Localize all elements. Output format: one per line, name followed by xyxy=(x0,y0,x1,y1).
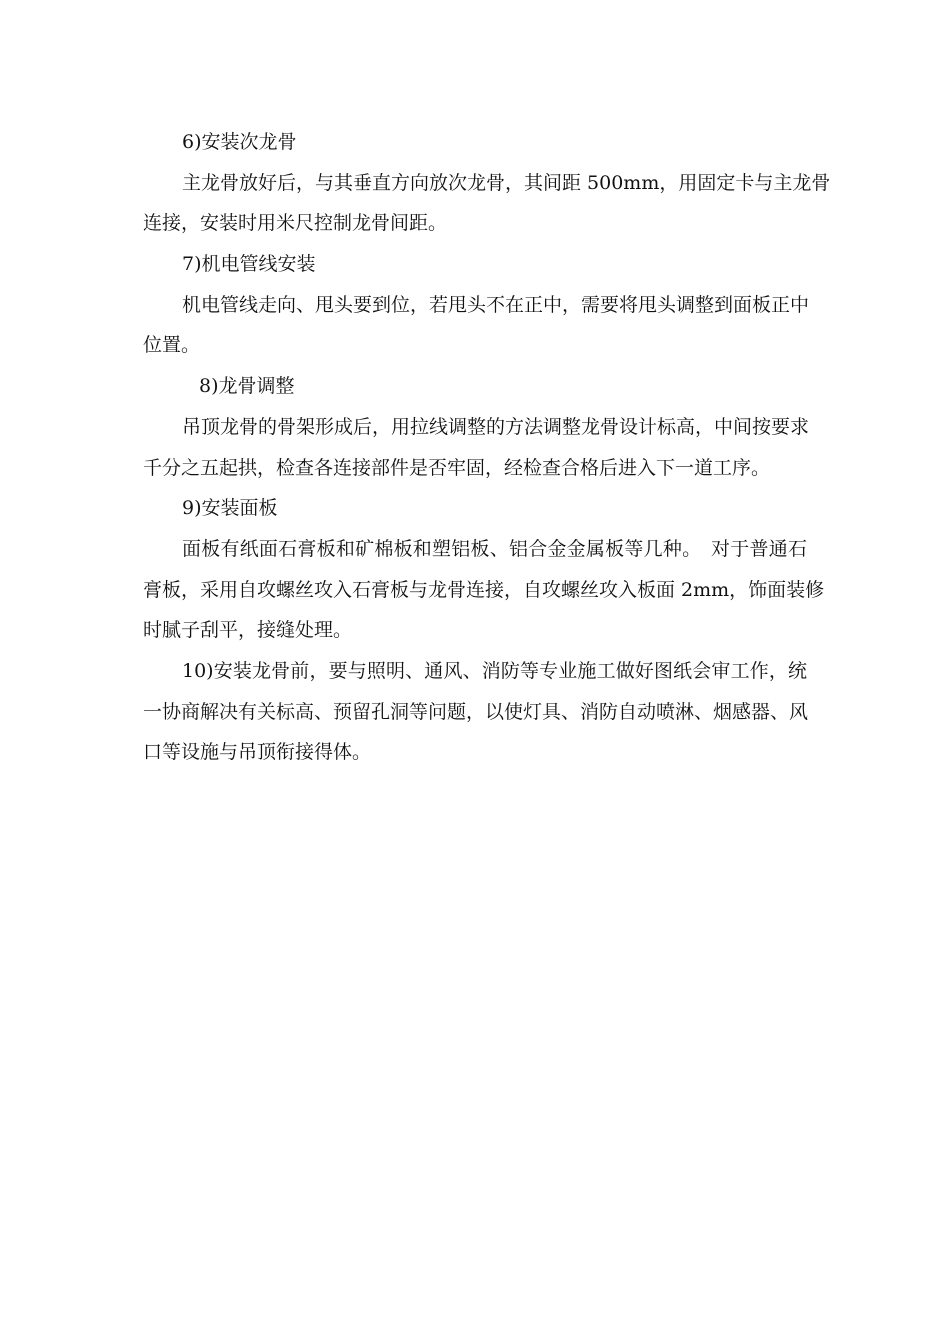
heading-install-panel: 9)安装面板 xyxy=(182,497,278,520)
paragraph-line: 时腻子刮平，接缝处理。 xyxy=(143,619,353,642)
document-body xyxy=(143,122,831,773)
paragraph-line: 位置。 xyxy=(143,334,201,357)
paragraph-line: 主龙骨放好后，与其垂直方向放次龙骨，其间距 500mm，用固定卡与主龙骨 xyxy=(182,171,831,194)
paragraph-line: 面板有纸面石膏板和矿棉板和塑铝板、铝合金金属板等几种。 对于普通石 xyxy=(182,537,807,560)
paragraph-line: 膏板，采用自攻螺丝攻入石膏板与龙骨连接，自攻螺丝攻入板面 2mm，饰面装修 xyxy=(143,578,825,601)
paragraph-line: 千分之五起拱，检查各连接部件是否牢固，经检查合格后进入下一道工序。 xyxy=(143,456,771,479)
paragraph-line: 口等设施与吊顶衔接得体。 xyxy=(143,741,372,764)
heading-electromechanical-pipeline: 7)机电管线安装 xyxy=(182,253,316,276)
paragraph-line: 一协商解决有关标高、预留孔洞等问题，以使灯具、消防自动喷淋、烟感器、风 xyxy=(143,700,809,723)
paragraph-line: 10)安装龙骨前，要与照明、通风、消防等专业施工做好图纸会审工作，统 xyxy=(182,659,807,682)
heading-install-secondary-keel: 6)安装次龙骨 xyxy=(182,131,297,153)
paragraph-line: 机电管线走向、甩头要到位，若甩头不在正中，需要将甩头调整到面板正中 xyxy=(182,293,810,316)
paragraph-line: 连接，安装时用米尺控制龙骨间距。 xyxy=(143,212,448,235)
paragraph-line: 吊顶龙骨的骨架形成后，用拉线调整的方法调整龙骨设计标高，中间按要求 xyxy=(182,415,810,438)
heading-keel-adjustment: 8)龙骨调整 xyxy=(199,375,295,398)
